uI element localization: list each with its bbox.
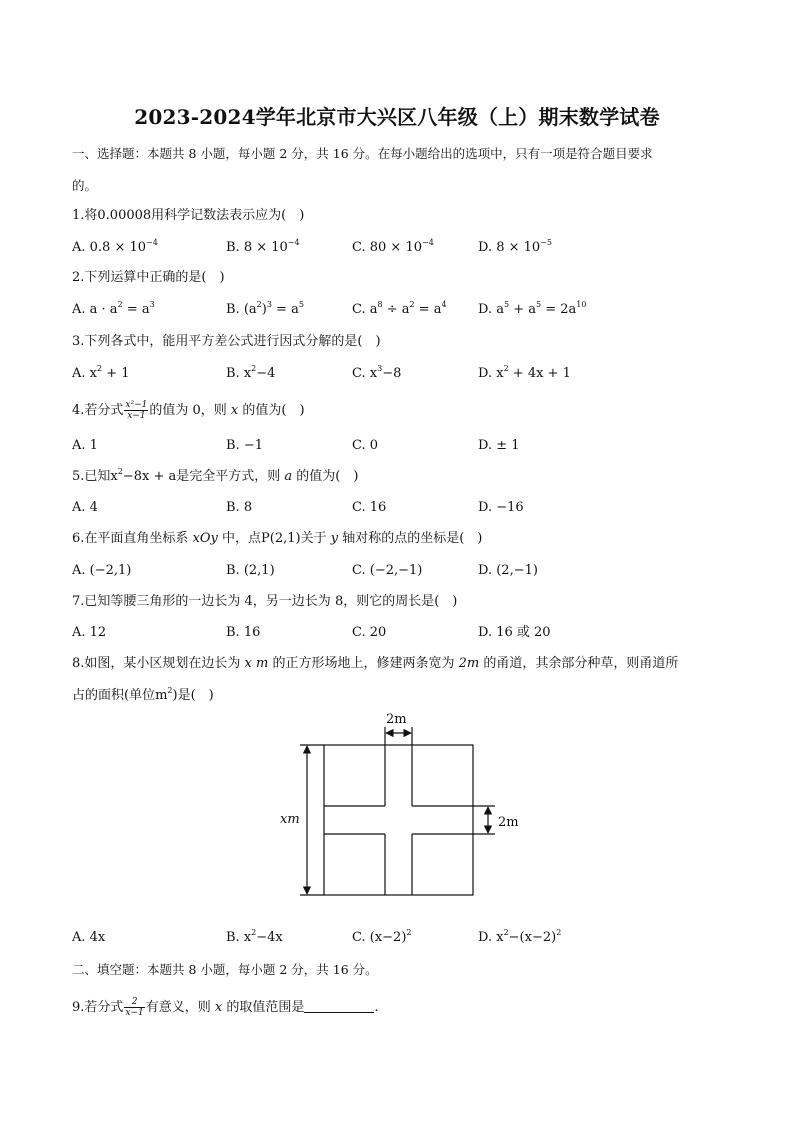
q6-stem: 6.在平面直角坐标系 xOy 中，点P(2,1)关于 y 轴对称的点的坐标是( ) bbox=[72, 531, 483, 546]
q3-option-c: C. $x^3-8$ bbox=[352, 364, 402, 381]
q1-option-d: D. $8 \times 10^{-5}$ bbox=[478, 238, 552, 255]
q6-option-d: D. (2,−1) bbox=[478, 563, 538, 578]
q5-stem: 5.已知$x^2-8x + a$是完全平方式，则 a 的值为( ) bbox=[72, 467, 359, 484]
q2-option-a: A. $a \cdot a^2 = a^3$ bbox=[72, 300, 155, 317]
dimension-left bbox=[300, 745, 324, 895]
dimension-top bbox=[385, 727, 412, 745]
q1-option-a: A. $0.8 \times 10^{-4}$ bbox=[72, 238, 158, 255]
square-field bbox=[324, 745, 473, 895]
label-side-length: xm bbox=[280, 812, 300, 827]
q8-option-c: C. $(x-2)^2$ bbox=[352, 928, 412, 945]
q8-option-b: B. $x^2-4x$ bbox=[226, 928, 283, 945]
q1-stem: 1.将0.00008用科学记数法表示应为( ) bbox=[72, 208, 305, 223]
label-right-width: 2m bbox=[498, 815, 519, 830]
q4-option-d: D. ± 1 bbox=[478, 438, 520, 453]
q4-option-a: A. 1 bbox=[72, 438, 98, 453]
q2-option-c: C. $a^8 \div a^2 = a^4$ bbox=[352, 300, 447, 317]
q2-stem: 2.下列运算中正确的是( ) bbox=[72, 270, 225, 285]
q4-fraction: $\frac{\text{x²−1}}{x-1}$ bbox=[125, 400, 148, 421]
q5-option-c: C. 16 bbox=[352, 500, 387, 515]
q2-option-b: B. $(a^2)^3 = a^5$ bbox=[226, 300, 304, 317]
q4-option-b: B. −1 bbox=[226, 438, 263, 453]
q3-option-d: D. $x^2 + 4x + 1$ bbox=[478, 364, 571, 381]
q7-option-c: C. 20 bbox=[352, 625, 387, 640]
q9-fraction: $\frac{2}{x-1}$ bbox=[125, 997, 144, 1018]
q1-option-b: B. $8 \times 10^{-4}$ bbox=[226, 238, 300, 255]
label-top-width: 2m bbox=[386, 712, 407, 727]
q6-option-a: A. (−2,1) bbox=[72, 563, 132, 578]
q8-stem-line1: 8.如图，某小区规划在边长为 x m 的正方形场地上，修建两条宽为 2m 的甬道，其余部分种草，则甬道所 bbox=[72, 656, 679, 671]
q6-option-c: C. (−2,−1) bbox=[352, 563, 423, 578]
q9-stem: 9.若分式 $\frac{2}{x-1}$ 有意义，则 x 的取值范围是 . bbox=[72, 997, 379, 1018]
page-title: 2023-2024学年北京市大兴区八年级（上）期末数学试卷 bbox=[134, 105, 660, 129]
q1-option-c: C. $80 \times 10^{-4}$ bbox=[352, 238, 434, 255]
q8-option-a: A. 4x bbox=[72, 930, 106, 945]
section1-heading-line1: 一、选择题：本题共 8 小题，每小题 2 分，共 16 分。在每小题给出的选项中，只有一项是符合题目要求 bbox=[72, 146, 653, 161]
q5-option-b: B. 8 bbox=[226, 500, 253, 515]
dimension-right bbox=[473, 806, 495, 834]
q3-option-b: B. $x^2-4$ bbox=[226, 364, 276, 381]
q7-option-b: B. 16 bbox=[226, 625, 261, 640]
cross-road bbox=[324, 745, 473, 895]
section2-heading: 二、填空题：本题共 8 小题，每小题 2 分，共 16 分。 bbox=[72, 962, 378, 977]
q3-stem: 3.下列各式中，能用平方差公式进行因式分解的是( ) bbox=[72, 334, 381, 349]
q6-option-b: B. (2,1) bbox=[226, 563, 275, 578]
q5-option-a: A. 4 bbox=[72, 500, 98, 515]
q8-stem-line2: 占的面积(单位$m^2$)是( ) bbox=[72, 686, 214, 703]
q2-option-d: D. $a^5 + a^5 = 2a^{10}$ bbox=[478, 300, 587, 317]
section1-heading-line2: 的。 bbox=[72, 178, 98, 193]
q7-option-d: D. 16 或 20 bbox=[478, 625, 551, 640]
q3-option-a: A. $x^2 + 1$ bbox=[72, 364, 130, 381]
q7-stem: 7.已知等腰三角形的一边长为 4，另一边长为 8，则它的周长是( ) bbox=[72, 594, 458, 609]
q7-option-a: A. 12 bbox=[72, 625, 107, 640]
q4-stem: 4.若分式 $\frac{\text{x²−1}}{x-1}$ 的值为 0，则 x 的值为( ) bbox=[72, 400, 305, 421]
q8-option-d: D. $x^2-(x-2)^2$ bbox=[478, 928, 562, 945]
q4-option-c: C. 0 bbox=[352, 438, 379, 453]
q9-answer-blank[interactable] bbox=[304, 998, 374, 1013]
q5-option-d: D. −16 bbox=[478, 500, 524, 515]
